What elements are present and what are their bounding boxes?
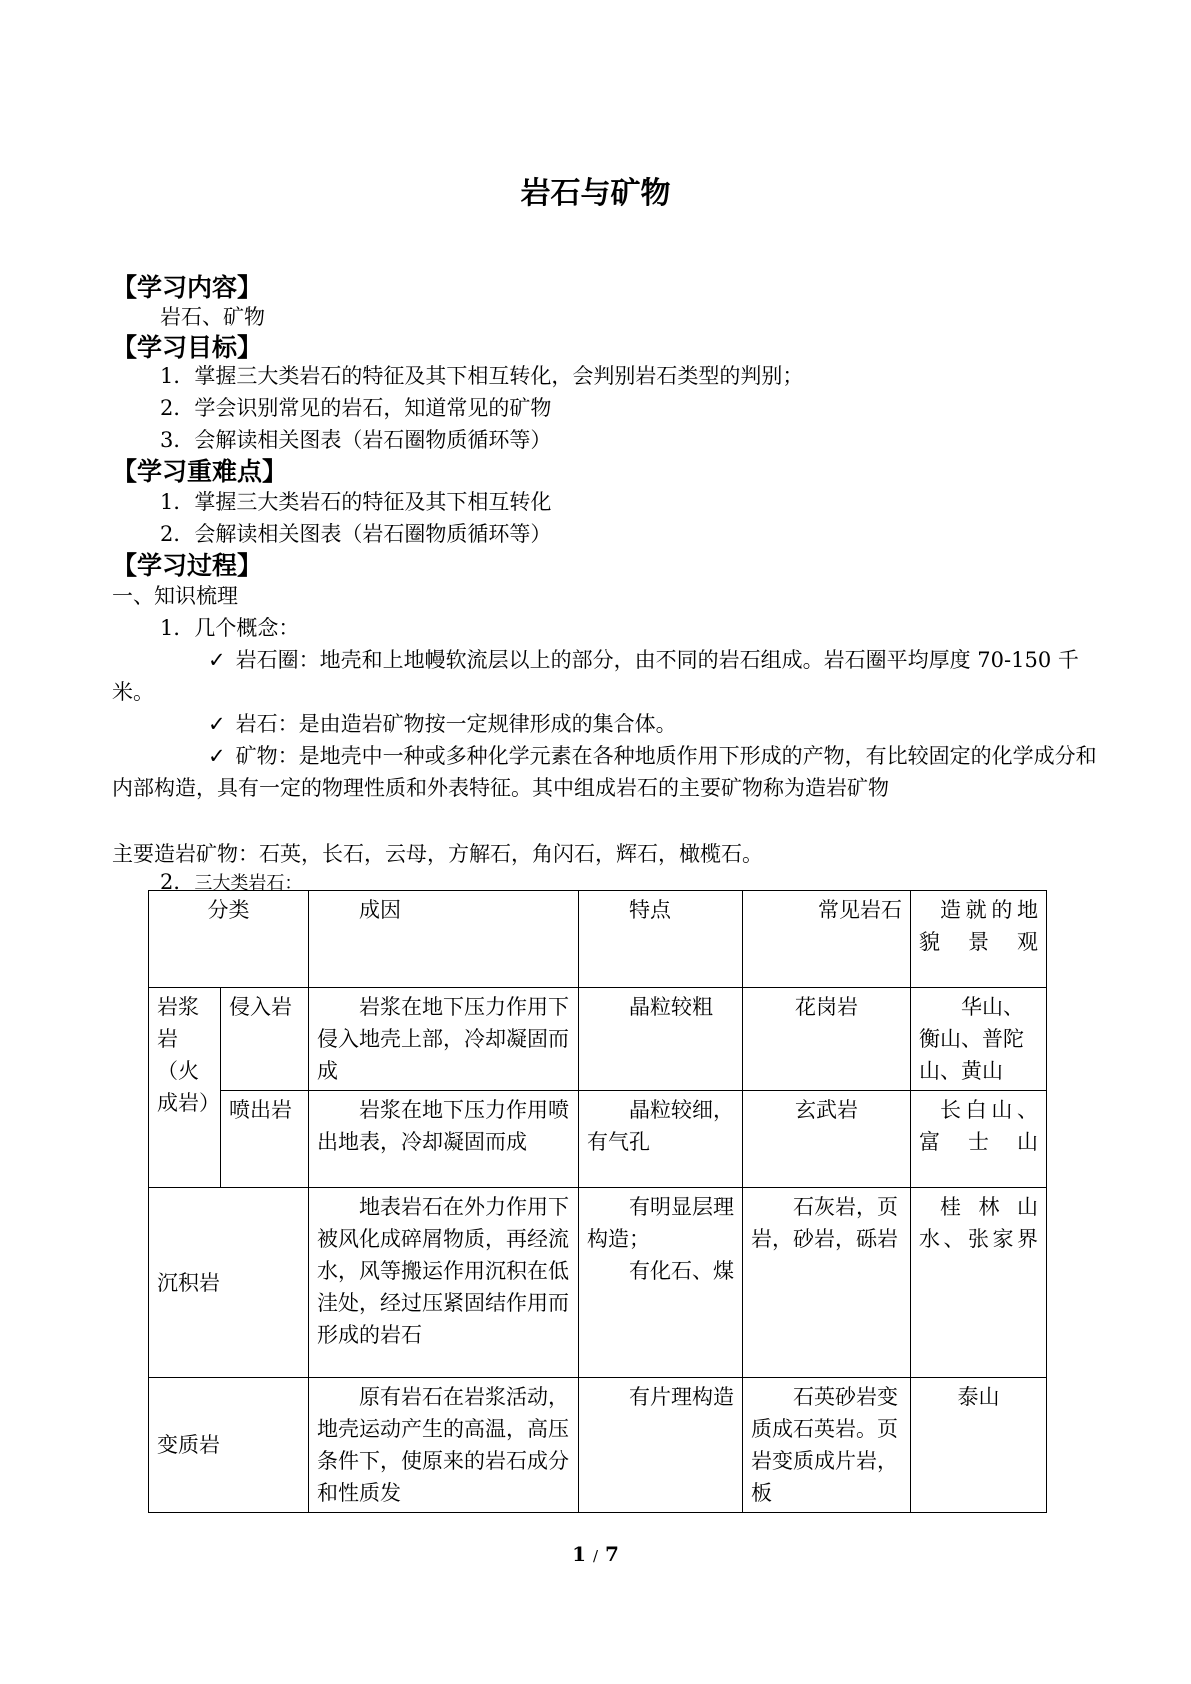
concept-rock [112,708,1097,740]
heading-key-points: 【学习重难点】 [112,457,288,486]
landscape-cell: 长白山、富士山 [911,1091,1047,1188]
key-point-item: 1．掌握三大类岩石的特征及其下相互转化 [160,490,552,514]
heading-content: 【学习内容】 [112,273,263,302]
check-icon: ✓ [208,712,226,736]
subtype-cell: 侵入岩 [221,988,309,1091]
igneous-label: 岩浆岩（火成岩） [149,988,221,1188]
heading-goals: 【学习目标】 [112,333,263,362]
table-row [149,1188,1047,1378]
concept-mineral [112,740,1097,804]
header-feature: 特点 [579,891,743,988]
table-row [149,988,1047,1091]
header-common-rock: 常见岩石 [743,891,911,988]
feature-cell: 晶粒较粗 [579,988,743,1091]
landscape-cell: 桂林山水、张家界 [911,1188,1047,1378]
rock-cell: 玄武岩 [743,1091,911,1188]
goal-item: 2．学会识别常见的岩石，知道常见的矿物 [160,396,552,420]
feature-cell [579,1188,743,1378]
cause-cell: 地表岩石在外力作用下被风化成碎屑物质，再经流水，风等搬运作用沉积在低洼处，经过压紧固结作用而形成的岩石 [309,1188,579,1378]
concept-lithosphere [112,644,1097,708]
rocks-title-number: 2． [160,870,195,894]
cause-cell: 岩浆在地下压力作用下侵入地壳上部，冷却凝固而成 [309,988,579,1091]
feature-cell: 有片理构造 [579,1378,743,1513]
table-row [149,1378,1047,1513]
key-point-item: 2．会解读相关图表（岩石圈物质循环等） [160,522,552,546]
page-total: 7 [605,1542,619,1566]
heading-process: 【学习过程】 [112,551,263,580]
minerals-line: 主要造岩矿物：石英，长石，云母，方解石，角闪石，辉石，橄榄石。 [112,842,763,866]
part-one-heading: 一、知识梳理 [112,584,238,608]
content-text: 岩石、矿物 [160,305,265,329]
goal-item: 1．掌握三大类岩石的特征及其下相互转化，会判别岩石类型的判别； [160,364,804,388]
table-row [149,1091,1047,1188]
header-cause: 成因 [309,891,579,988]
table-header-row [149,891,1047,988]
goal-item: 3．会解读相关图表（岩石圈物质循环等） [160,428,552,452]
metamorphic-label: 变质岩 [149,1378,309,1513]
cause-cell: 原有岩石在岩浆活动，地壳运动产生的高温，高压条件下，使原来的岩石成分和性质发 [309,1378,579,1513]
concept-text: 矿物：是地壳中一种或多种化学元素在各种地质作用下形成的产物，有比较固定的化学成分和内部构造，具有一定的物理性质和外表特征。其中组成岩石的主要矿物称为造岩矿物 [112,744,1097,800]
page-title: 岩石与矿物 [520,176,671,211]
rock-types-table [148,890,1047,1513]
rock-cell: 花岗岩 [743,988,911,1091]
page-current: 1 [572,1542,586,1566]
subtype-cell: 喷出岩 [221,1091,309,1188]
sedimentary-label: 沉积岩 [149,1188,309,1378]
rocks-title-text: 三大类岩石： [194,873,303,894]
header-landscape: 造就的地貌景观 [911,891,1047,988]
rock-cell: 石灰岩，页岩，砂岩，砾岩 [743,1188,911,1378]
feature-cell: 晶粒较细，有气孔 [579,1091,743,1188]
page-separator: / [592,1547,599,1565]
cause-cell: 岩浆在地下压力作用喷出地表，冷却凝固而成 [309,1091,579,1188]
concepts-title: 1．几个概念： [160,616,300,640]
feature-line: 有化石、煤 [629,1259,734,1283]
landscape-cell: 泰山 [911,1378,1047,1513]
rock-cell: 石英砂岩变质成石英岩。页岩变质成片岩，板 [743,1378,911,1513]
check-icon: ✓ [208,648,226,672]
concept-text: 岩石圈：地壳和上地幔软流层以上的部分，由不同的岩石组成。岩石圈平均厚度 70-150 千米。 [112,648,1079,704]
page-number [0,1542,1191,1566]
check-icon: ✓ [208,744,226,768]
header-category: 分类 [149,891,309,988]
feature-line: 有明显层理构造； [587,1195,734,1251]
landscape-cell: 华山、衡山、普陀山、黄山 [911,988,1047,1091]
concept-text: 岩石：是由造岩矿物按一定规律形成的集合体。 [235,712,677,736]
